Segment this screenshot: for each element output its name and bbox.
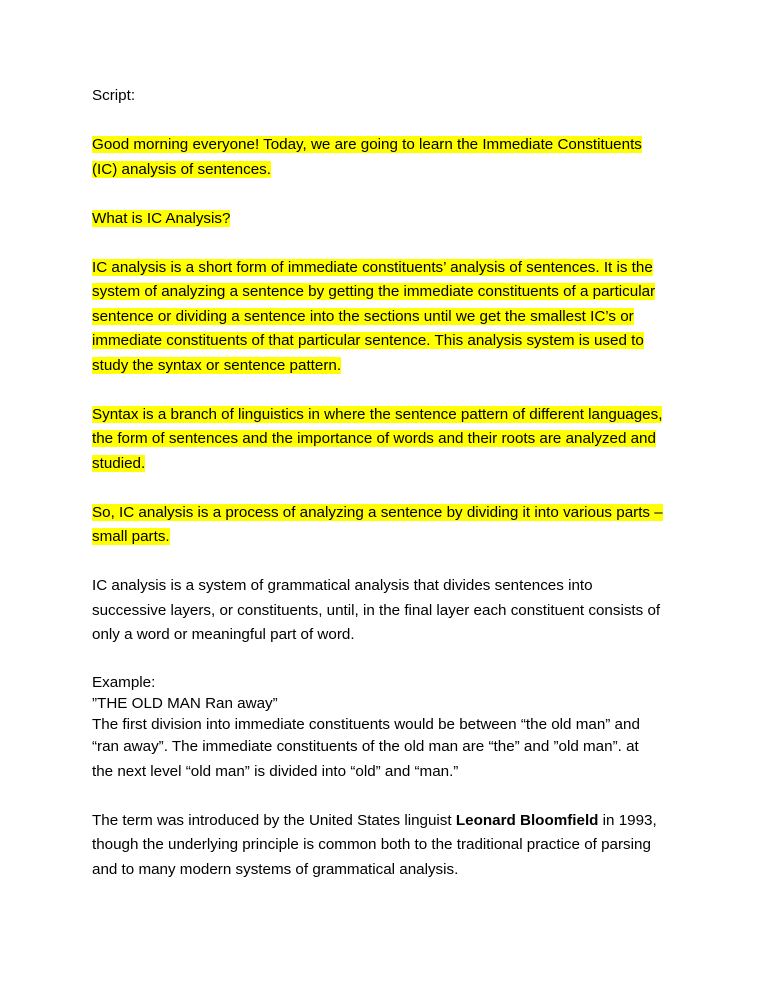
para2-line-3 (92, 452, 692, 477)
highlighted-text: system of analyzing a sentence by getting the immediate constituents of a particular (92, 283, 656, 300)
spacer (92, 784, 692, 809)
document-page (92, 84, 692, 882)
spacer (92, 231, 692, 256)
intro-line-1 (92, 133, 692, 158)
para4-line-2: successive layers, or constituents, until, in the final layer each constituent consists of (92, 601, 661, 619)
highlighted-text: Syntax is a branch of linguistics in where the sentence pattern of different languages, (92, 405, 663, 423)
highlighted-text: IC analysis is a short form of immediate constituents’ analysis of sentences. It is the (92, 258, 653, 276)
para2-line-1 (92, 403, 692, 428)
para5-line-1: The term was introduced by the United States linguist Leonard Bloomfield in 1993, (92, 811, 657, 829)
highlighted-text: studied. (92, 454, 146, 472)
para5-line-2: though the underlying principle is common both to the traditional practice of parsing (92, 836, 651, 853)
highlighted-text: study the syntax or sentence pattern. (92, 356, 342, 374)
para4-line-3: only a word or meaningful part of word. (92, 626, 355, 643)
example-sentence: ”THE OLD MAN Ran away” (92, 695, 278, 712)
para3-line-1 (92, 501, 692, 526)
linguist-name: Leonard Bloomfield (455, 811, 599, 829)
para1-line-5 (92, 354, 692, 379)
example-line-2: “ran away”. The immediate constituents of the old man are “the” and ”old man”. at (92, 738, 639, 755)
example-label: Example: (92, 674, 156, 691)
para2-line-2 (92, 427, 692, 452)
para1-line-1 (92, 256, 692, 281)
spacer (92, 182, 692, 207)
example-line-1: The first division into immediate constituents would be between “the old man” and (92, 716, 640, 733)
highlighted-text: What is IC Analysis? (92, 209, 231, 227)
question-heading (92, 207, 692, 232)
para1-line-2 (92, 280, 692, 305)
highlighted-text: the form of sentences and the importance of words and their roots are analyzed and (92, 430, 656, 447)
example-line-3: the next level “old man” is divided into “old” and “man.” (92, 762, 459, 780)
para1-line-3 (92, 305, 692, 330)
spacer (92, 109, 692, 134)
spacer (92, 476, 692, 501)
highlighted-text: Good morning everyone! Today, we are going to learn the Immediate Constituents (92, 136, 642, 153)
highlighted-text: immediate constituents of that particular sentence. This analysis system is used to (92, 332, 644, 349)
spacer (92, 648, 692, 673)
script-label: Script: (92, 87, 136, 104)
highlighted-text: So, IC analysis is a process of analyzing a sentence by dividing it into various parts – (92, 503, 663, 521)
para5-line-3: and to many modern systems of grammatical analysis. (92, 860, 459, 878)
para1-line-4 (92, 329, 692, 354)
spacer (92, 550, 692, 575)
para3-line-2 (92, 525, 692, 550)
spacer (92, 378, 692, 403)
para4-line-1: IC analysis is a system of grammatical analysis that divides sentences into (92, 577, 593, 594)
highlighted-text: (IC) analysis of sentences. (92, 160, 271, 178)
intro-line-2 (92, 158, 692, 183)
highlighted-text: sentence or dividing a sentence into the sections until we get the smallest IC’s or (92, 307, 634, 325)
highlighted-text: small parts. (92, 528, 170, 545)
